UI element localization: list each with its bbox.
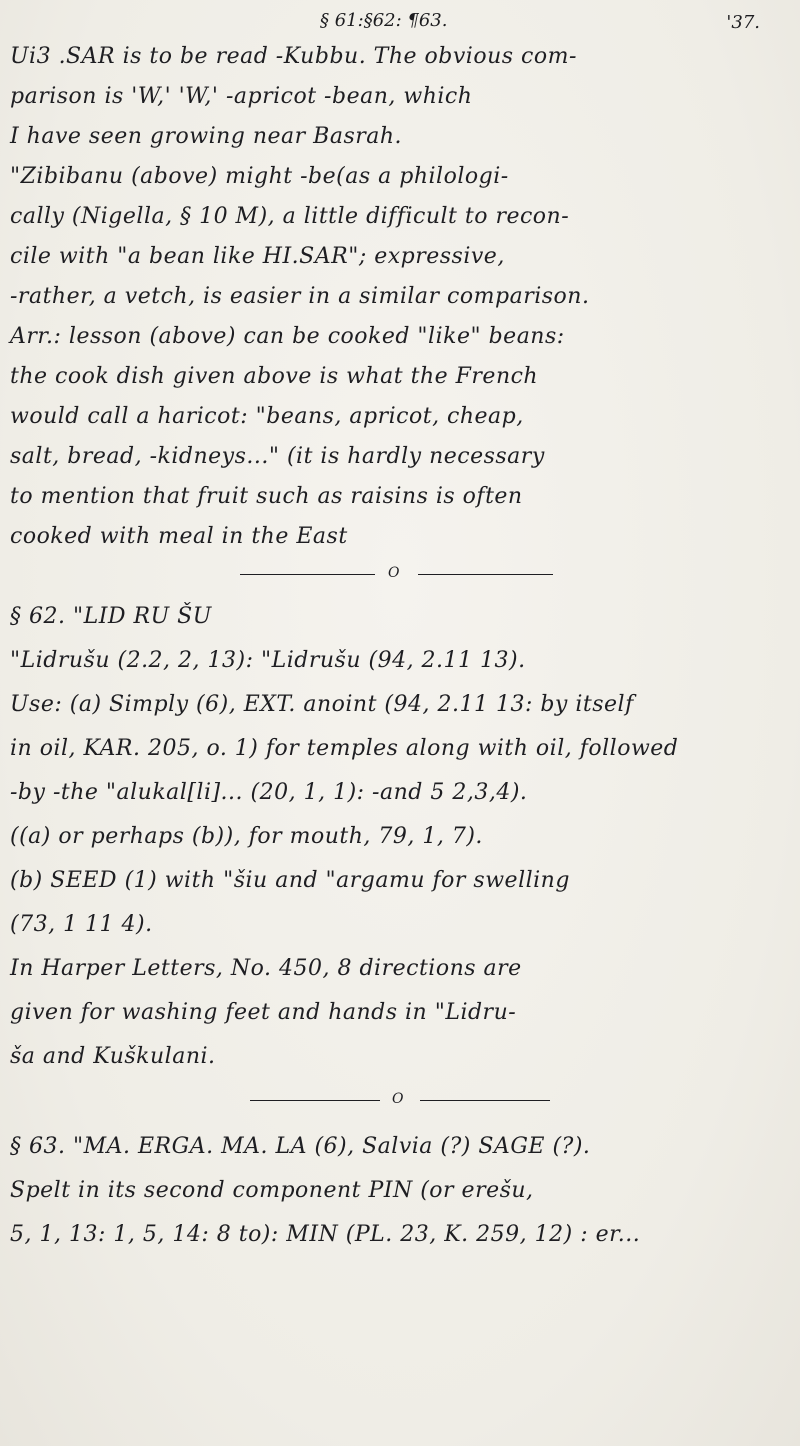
- section-divider: [240, 574, 375, 575]
- section-divider-mark: O: [388, 565, 400, 581]
- text-line: Ui3 .SAR is to be read -Kubbu. The obvious com-: [10, 44, 577, 69]
- text-line: cooked with meal in the East: [10, 524, 348, 549]
- text-line: "Lidrušu (2.2, 2, 13): "Lidrušu (94, 2.11 13).: [10, 648, 526, 673]
- text-line: cile with "a bean like HI.SAR"; expressive,: [10, 244, 505, 269]
- text-line: ((a) or perhaps (b)), for mouth, 79, 1, 7).: [10, 824, 483, 849]
- text-line: cally (Nigella, § 10 M), a little difficult to recon-: [10, 204, 570, 229]
- section-reference-header: § 61:§62: ¶63.: [320, 10, 448, 31]
- text-line: § 62. "LID RU ŠU: [10, 604, 212, 629]
- text-line: to mention that fruit such as raisins is often: [10, 484, 523, 509]
- text-line: -by -the "alukal[li]... (20, 1, 1): -and 5 2,3,4).: [10, 780, 528, 805]
- text-line: "Zibibanu (above) might -be(as a philologi-: [10, 164, 509, 189]
- text-line: Use: (a) Simply (6), EXT. anoint (94, 2.11 13: by itself: [10, 692, 634, 717]
- text-line: In Harper Letters, No. 450, 8 directions are: [10, 956, 522, 981]
- text-line: would call a haricot: "beans, apricot, cheap,: [10, 404, 524, 429]
- text-line: given for washing feet and hands in "Lidru-: [10, 1000, 517, 1025]
- text-line: 5, 1, 13: 1, 5, 14: 8 to): MIN (PL. 23, K. 259, 12) : er...: [10, 1222, 641, 1247]
- text-line: -rather, a vetch, is easier in a similar comparison.: [10, 284, 590, 309]
- section-divider: [420, 1100, 550, 1101]
- text-line: salt, bread, -kidneys..." (it is hardly necessary: [10, 444, 545, 469]
- text-line: Spelt in its second component PIN (or erešu,: [10, 1178, 534, 1203]
- text-line: in oil, KAR. 205, o. 1) for temples along with oil, followed: [10, 736, 679, 761]
- text-line: (b) SEED (1) with "šiu and "argamu for swelling: [10, 868, 570, 893]
- text-line: (73, 1 11 4).: [10, 912, 153, 937]
- text-line: parison is 'W,' 'W,' -apricot -bean, which: [10, 84, 473, 109]
- text-line: I have seen growing near Basrah.: [10, 124, 403, 149]
- page-number: '37.: [726, 12, 760, 33]
- text-line: ša and Kuškulani.: [10, 1044, 216, 1069]
- section-divider: [250, 1100, 380, 1101]
- text-line: Arr.: lesson (above) can be cooked "like" beans:: [10, 324, 565, 349]
- section-divider: [418, 574, 553, 575]
- section-divider-mark: O: [392, 1091, 404, 1107]
- text-line: § 63. "MA. ERGA. MA. LA (6), Salvia (?) SAGE (?).: [10, 1134, 591, 1159]
- text-line: the cook dish given above is what the French: [10, 364, 539, 389]
